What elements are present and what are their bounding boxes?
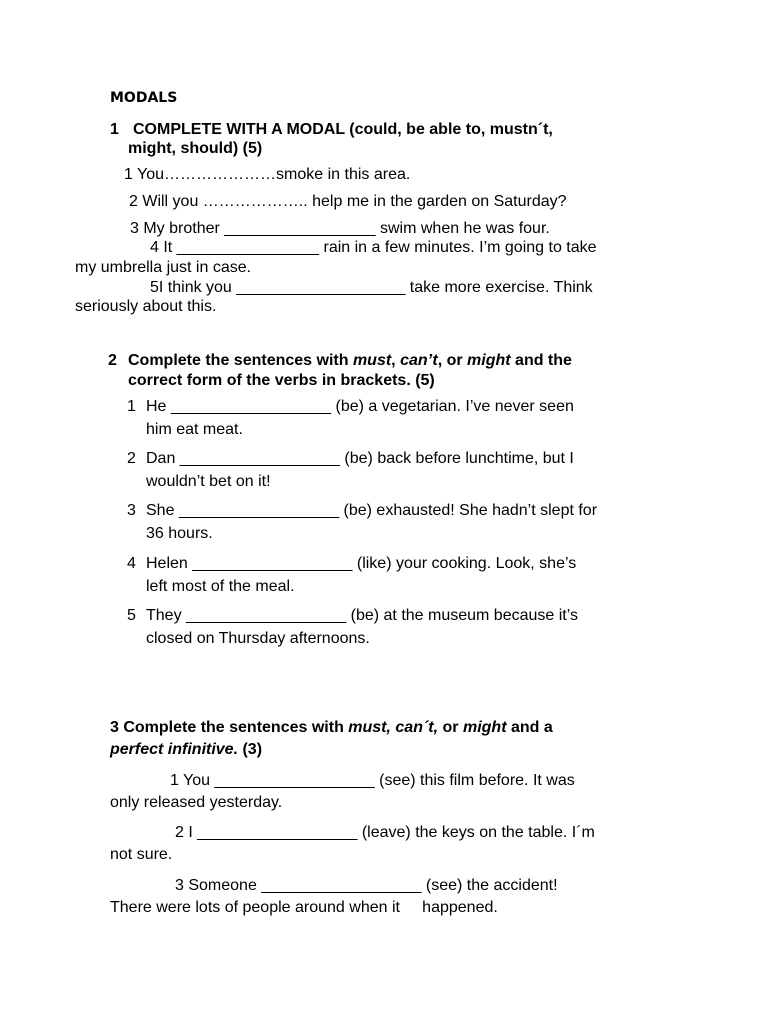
section-2-item-5-number: 5	[127, 607, 136, 624]
section-2-item-4-cont: left most of the meal.	[146, 578, 295, 595]
section-2-item-1-number: 1	[127, 398, 136, 415]
section-2-item-4-number: 4	[127, 555, 136, 572]
section-2-item-5: They __________________ (be) at the museum because it’s	[146, 607, 579, 624]
section-1-number: 1	[110, 121, 119, 138]
section-2-item-3: She __________________ (be) exhausted! She hadn’t slept for	[146, 502, 598, 519]
section-3-item-2-cont: not sure.	[110, 846, 173, 863]
section-2-heading-line2: correct form of the verbs in brackets. (5)	[128, 372, 435, 389]
section-1-item-3: 3 My brother _________________ swim when he was four.	[130, 220, 550, 237]
section-2-item-5-cont: closed on Thursday afternoons.	[146, 630, 370, 647]
section-2-heading-line1: Complete the sentences with must, can’t, or might and the	[128, 352, 572, 369]
document-title: MODALS	[110, 90, 178, 106]
section-1-item-2: 2 Will you ……………….. help me in the garden on Saturday?	[129, 193, 567, 210]
section-2-item-2: Dan __________________ (be) back before lunchtime, but I	[146, 450, 574, 467]
section-1-heading-line2: might, should) (5)	[128, 140, 263, 157]
section-3-item-3: 3 Someone __________________ (see) the accident!	[175, 877, 558, 894]
section-1-item-4: 4 It ________________ rain in a few minutes. I’m going to take	[150, 239, 597, 256]
section-2-item-1: He __________________ (be) a vegetarian. I’ve never seen	[146, 398, 574, 415]
section-2-item-3-cont: 36 hours.	[146, 525, 213, 542]
section-3-item-1-cont: only released yesterday.	[110, 794, 283, 811]
section-2-item-2-cont: wouldn’t bet on it!	[146, 473, 271, 490]
section-1-item-4-cont: my umbrella just in case.	[75, 259, 252, 276]
section-1-item-5-cont: seriously about this.	[75, 298, 217, 315]
section-2-item-3-number: 3	[127, 502, 136, 519]
section-3-heading-line1: 3 Complete the sentences with must, can´t, or might and a	[110, 719, 553, 736]
section-1-item-1: 1 You…………………smoke in this area.	[124, 166, 411, 183]
section-3-heading-line2: perfect infinitive. (3)	[110, 741, 263, 758]
section-3-item-2: 2 I __________________ (leave) the keys on the table. I´m	[175, 824, 595, 841]
section-2-item-2-number: 2	[127, 450, 136, 467]
section-2-number: 2	[108, 352, 117, 369]
section-2-item-4: Helen __________________ (like) your cooking. Look, she’s	[146, 555, 577, 572]
section-3-item-1: 1 You __________________ (see) this film before. It was	[170, 772, 575, 789]
section-2-item-1-cont: him eat meat.	[146, 421, 243, 438]
section-1-heading-line1: COMPLETE WITH A MODAL (could, be able to, mustn´t,	[133, 121, 553, 138]
section-3-item-3-cont: There were lots of people around when it happened.	[110, 899, 498, 916]
section-1-item-5: 5I think you ___________________ take more exercise. Think	[150, 279, 593, 296]
